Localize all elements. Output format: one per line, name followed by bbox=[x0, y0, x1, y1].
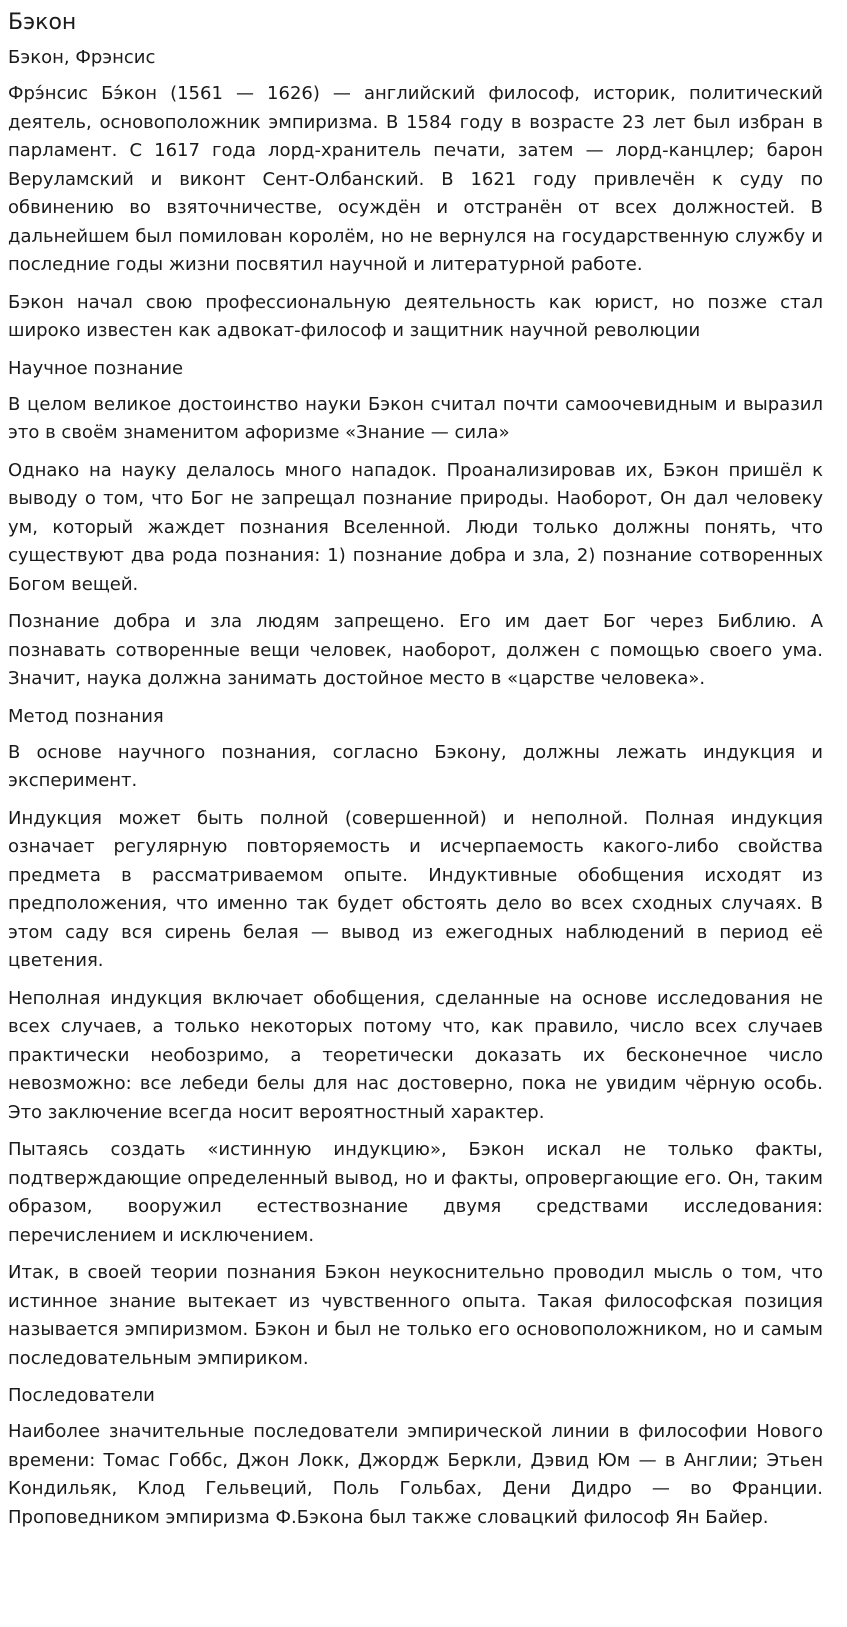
section-heading-method: Метод познания bbox=[8, 705, 164, 727]
section-paragraph: Однако на науку делалось много нападок. Проанализировав их, Бэкон пришёл к выводу о том, что Бог не запрещал познание природы. Наоборот, Он дал человеку ум, который жаждет познания Вселенной. Люди только должны понять, что существуют два рода познания: 1) познание добра и зла, 2) познание сотворенных Богом вещей. bbox=[8, 459, 823, 595]
section-paragraph: Пытаясь создать «истинную индукцию», Бэкон искал не только факты, подтверждающие определенный вывод, но и факты, опровергающие его. Он, таким образом, вооружил естествознание двумя средствами исследования: перечислением и исключением. bbox=[8, 1139, 823, 1246]
section-heading-followers: Последователи bbox=[8, 1385, 155, 1406]
intro-paragraph-1: Фрэ́нсис Бэ́кон (1561 — 1626) — английский философ, историк, политический деятель, основоположник эмпиризма. В 1584 году в возрасте 23 лет был избран в парламент. С 1617 года лорд-хранитель печати, затем — лорд-канцлер; барон Веруламский и виконт Сент-Олбанский. В 1621 году привлечён к суду по обвинению во взяточничестве, осуждён и отстранён от всех должностей. В дальнейшем был помилован королём, но не вернулся на государственную службу и последние годы жизни посвятил научной и литературной работе. bbox=[8, 83, 823, 275]
intro-paragraph-2: Бэкон начал свою профессиональную деятельность как юрист, но позже стал широко известен как адвокат-философ и защитник научной революции bbox=[8, 291, 823, 341]
section-paragraph: Итак, в своей теории познания Бэкон неукоснительно проводил мысль о том, что истинное знание вытекает из чувственного опыта. Такая философская позиция называется эмпиризмом. Бэкон и был не только его основоположником, но и самым последовательным эмпириком. bbox=[8, 1262, 823, 1369]
section-paragraph: В целом великое достоинство науки Бэкон считал почти самоочевидным и выразил это в своём знаменитом афоризме «Знание — сила» bbox=[8, 393, 823, 443]
page-subtitle: Бэкон, Фрэнсис bbox=[8, 47, 156, 68]
section-paragraph: Индукция может быть полной (совершенной) и неполной. Полная индукция означает регулярную повторяемость и исчерпаемость какого-либо свойства предмета в рассматриваемом опыте. Индуктивные обобщения исходят из предположения, что именно так будет обстоять дело во всех сходных случаях. В этом саду вся сирень белая — вывод из ежегодных наблюдений в период её цветения. bbox=[8, 807, 823, 971]
section-paragraph: В основе научного познания, согласно Бэкону, должны лежать индукция и эксперимент. bbox=[8, 741, 823, 791]
section-paragraph: Наиболее значительные последователи эмпирической линии в философии Нового времени: Томас Гоббс, Джон Локк, Джордж Беркли, Дэвид Юм — в Англии; Этьен Кондильяк, Клод Гельвеций, Поль Гольбах, Дени Дидро — во Франции. Проповедником эмпиризма Ф.Бэкона был также словацкий философ Ян Байер. bbox=[8, 1421, 823, 1528]
section-paragraph: Неполная индукция включает обобщения, сделанные на основе исследования не всех случаев, а только некоторых потому что, как правило, число всех случаев практически необозримо, а теоретически доказать их бесконечное число невозможно: все лебеди белы для нас достоверно, пока не увидим чёрную особь. Это заключение всегда носит вероятностный характер. bbox=[8, 987, 823, 1123]
section-paragraph: Познание добра и зла людям запрещено. Его им дает Бог через Библию. А познавать сотворенные вещи человек, наоборот, должен с помощью своего ума. Значит, наука должна занимать достойное место в «царстве человека». bbox=[8, 611, 823, 689]
page-title: Бэкон bbox=[8, 10, 77, 35]
section-heading-scientific-knowledge: Научное познание bbox=[8, 357, 184, 379]
